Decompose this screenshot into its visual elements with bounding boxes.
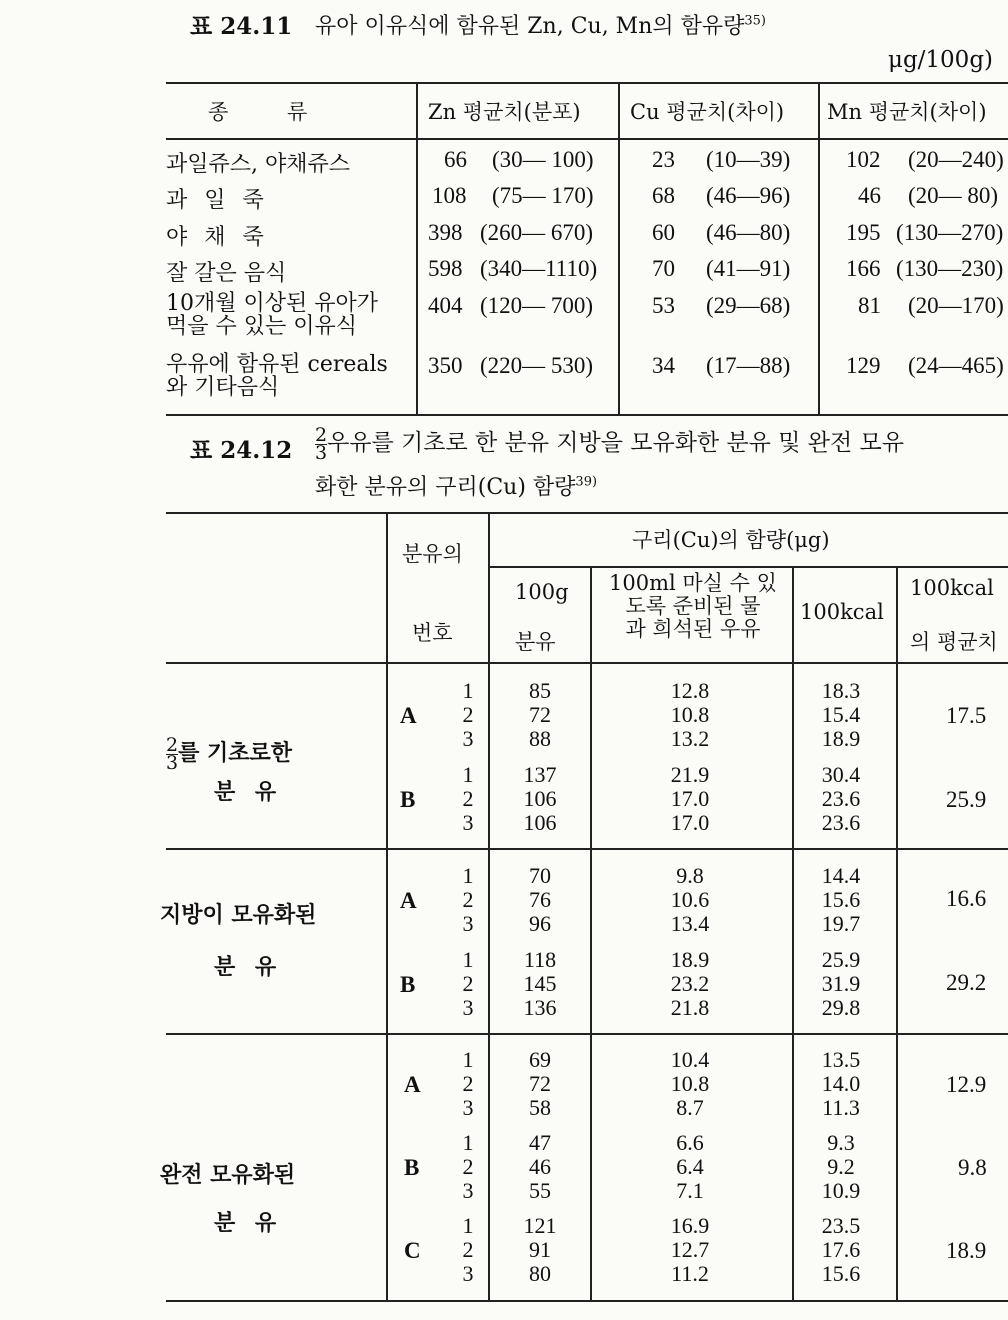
section-label-fat-humanized: 지방이 모유화된: [160, 902, 317, 928]
table2-group-rule: [488, 566, 1008, 568]
table1-mn-mean: 166: [846, 256, 881, 281]
cu-per-100g: 47 46 55: [529, 1130, 551, 1203]
section-label-text: 를 기초로한: [178, 740, 293, 766]
formula-letter: A: [400, 703, 417, 728]
cu-per-100kcal: 9.3 9.2 10.9: [821, 1130, 861, 1203]
formula-letter: A: [404, 1072, 421, 1097]
table1-mn-range: (24—465): [908, 353, 1004, 378]
cu-per-100ml: 6.6 6.4 7.1: [676, 1130, 704, 1203]
table1-header-rule: [166, 138, 1008, 140]
table1-food-name-line2: 와 기타음식: [166, 375, 280, 400]
table1-mn-range: (130—230): [896, 256, 1004, 281]
table2-header-per-100kcal: 100kcal: [800, 600, 884, 624]
cu-per-100g: 121 91 80: [523, 1213, 557, 1286]
table1-header-mn: Mn 평균치(차이): [827, 100, 987, 124]
table1-zn-mean: 404: [428, 293, 463, 318]
table1-cu-mean: 70: [652, 256, 675, 281]
table2-caption-ref: 39): [575, 474, 598, 490]
table2-header-avg-100kcal: 100kcal: [910, 576, 994, 600]
cu-per-100kcal: 13.5 14.0 11.3: [821, 1047, 861, 1120]
table1-cu-range: (46—96): [706, 183, 791, 208]
table1-zn-range: (220— 530): [480, 353, 594, 378]
table1-cu-range: (10—39): [706, 147, 791, 172]
formula-index: 1 2 3: [462, 947, 474, 1020]
table1-unit: μg/100g): [888, 47, 994, 73]
formula-index: 1 2 3: [462, 1047, 474, 1120]
formula-index: 1 2 3: [462, 1130, 474, 1203]
table1-food-name-line1: 우유에 함유된 cereals: [166, 352, 388, 377]
cu-per-100ml: 16.9 12.7 11.2: [670, 1213, 710, 1286]
table1-header-cu: Cu 평균치(차이): [630, 100, 785, 124]
table1-zn-range: (30— 100): [492, 147, 594, 172]
table2-header-per-100ml: 100ml 마실 수 있 도록 준비된 물 과 희석된 우유: [609, 571, 777, 641]
table2-section-rule: [166, 1033, 1008, 1035]
cu-per-100kcal: 30.4 23.6 23.6: [821, 762, 861, 835]
table1-top-rule: [166, 82, 1008, 84]
table1-mn-mean: 195: [846, 220, 881, 245]
table1-zn-mean: 398: [428, 220, 463, 245]
table2-col-divider: [590, 566, 592, 1300]
table2-caption-number: 표 24.12: [190, 437, 293, 464]
table1-cu-mean: 34: [652, 353, 675, 378]
table2-header-formula-no: 분유의: [402, 542, 463, 566]
table2-header-per-100g-2: 분유: [515, 630, 556, 654]
table1-mn-mean: 81: [858, 293, 881, 318]
table1-mn-range: (20—240): [908, 147, 1004, 172]
table1-mn-mean: 46: [858, 183, 881, 208]
table1-zn-range: (260— 670): [480, 220, 594, 245]
table1-cu-range: (46—80): [706, 220, 791, 245]
table1-mn-mean: 129: [846, 353, 881, 378]
formula-letter: B: [404, 1155, 420, 1180]
table2-col-divider: [386, 514, 388, 1300]
table2-col-divider: [792, 566, 794, 1300]
cu-per-100kcal: 14.4 15.6 19.7: [821, 863, 861, 936]
table1-col-divider: [618, 84, 620, 414]
table2-caption-line2: [315, 470, 597, 501]
formula-letter: B: [400, 787, 416, 812]
cu-per-100g: 70 76 96: [529, 863, 551, 936]
section-label-fully-humanized: 완전 모유화된: [160, 1162, 296, 1188]
cu-avg-100kcal: 12.9: [946, 1072, 987, 1097]
table1-food-name: 야 채 죽: [166, 225, 264, 250]
section-label-two-thirds: [166, 733, 293, 774]
table1-bottom-rule: [166, 414, 1008, 416]
table1-cu-mean: 68: [652, 183, 675, 208]
table1-food-name: [166, 353, 388, 399]
table1-mn-range: (130—270): [896, 220, 1004, 245]
formula-index: 1 2 3: [462, 1213, 474, 1286]
label-fraction: $\frac{2}{3}$: [166, 733, 179, 774]
table1-food-name: 잘 갈은 음식: [166, 261, 287, 286]
table1-food-name: 과 일 죽: [166, 188, 264, 213]
table1-food-name-line1: 10개월 이상된 유아가: [166, 291, 378, 316]
cu-per-100ml: 9.8 10.6 13.4: [670, 863, 710, 936]
cu-avg-100kcal: 9.8: [958, 1155, 987, 1180]
table2-header-avg-100kcal-2: 의 평균치: [910, 630, 998, 654]
cu-per-100ml: 21.9 17.0 17.0: [670, 762, 710, 835]
table1-zn-range: (120— 700): [480, 293, 594, 318]
table2-header-cu-content: 구리(Cu)의 함량(μg): [632, 528, 830, 552]
table1-food-name: 과일쥬스, 야채쥬스: [166, 152, 351, 177]
cu-avg-100kcal: 18.9: [946, 1238, 987, 1263]
table1-caption-title: 유아 이유식에 함유된 Zn, Cu, Mn의 함유량: [315, 14, 745, 39]
table1-food-name: [166, 292, 378, 338]
table1-zn-range: (75— 170): [492, 183, 594, 208]
table1-mn-mean: 102: [846, 147, 881, 172]
table1-cu-range: (17—88): [706, 353, 791, 378]
table2-header-formula-no-2: 번호: [412, 621, 453, 645]
cu-avg-100kcal: 29.2: [946, 970, 987, 995]
table2-top-rule: [166, 512, 1008, 514]
table1-mn-range: (20— 80): [908, 183, 999, 208]
table1-cu-range: (29—68): [706, 293, 791, 318]
table2-bottom-rule: [166, 1300, 1008, 1302]
formula-letter: A: [400, 888, 417, 913]
table2-section-rule: [166, 848, 1008, 850]
formula-letter: B: [400, 972, 416, 997]
table2-caption-line1: [315, 424, 904, 462]
table1-cu-mean: 23: [652, 147, 675, 172]
table1-caption-ref: 35): [744, 13, 766, 29]
cu-per-100kcal: 18.3 15.4 18.9: [821, 678, 861, 751]
cu-per-100ml: 12.8 10.8 13.2: [670, 678, 710, 751]
cu-per-100kcal: 25.9 31.9 29.8: [821, 947, 861, 1020]
cu-per-100g: 118 145 136: [523, 947, 557, 1020]
table2-col-divider: [896, 566, 898, 1300]
cu-per-100ml: 18.9 23.2 21.8: [670, 947, 710, 1020]
table2-col-divider: [488, 514, 490, 1300]
table1-header-type: 종 류: [208, 100, 308, 124]
table1-cu-mean: 60: [652, 220, 675, 245]
cu-per-100kcal: 23.5 17.6 15.6: [821, 1213, 861, 1286]
cu-per-100g: 137 106 106: [523, 762, 557, 835]
table1-zn-mean: 598: [428, 256, 463, 281]
table1-col-divider: [416, 84, 418, 414]
table2-header-rule: [166, 662, 1008, 664]
table1-header-zn: Zn 평균치(분포): [428, 100, 581, 124]
cu-per-100g: 85 72 88: [529, 678, 551, 751]
section-label-line2: 분 유: [214, 779, 277, 805]
table1-cu-range: (41—91): [706, 256, 791, 281]
table1-caption-number: 표 24.11: [190, 13, 293, 40]
table1-col-divider: [818, 84, 820, 414]
table1-zn-range: (340—1110): [480, 256, 598, 281]
formula-index: 1 2 3: [462, 863, 474, 936]
table1-mn-range: (20—170): [908, 293, 1004, 318]
formula-letter: C: [404, 1238, 421, 1263]
table1-zn-mean: 350: [428, 353, 463, 378]
formula-index: 1 2 3: [462, 762, 474, 835]
table1-zn-mean: 108: [432, 183, 467, 208]
section-label-line2: 분 유: [214, 1210, 277, 1236]
table2-caption-text1: 우유를 기초로 한 분유 지방을 모유화한 분유 및 완전 모유: [327, 430, 904, 456]
cu-avg-100kcal: 17.5: [946, 703, 987, 728]
section-label-line2: 분 유: [214, 954, 277, 980]
formula-index: 1 2 3: [462, 678, 474, 751]
table2-caption-text2: 화한 분유의 구리(Cu) 함량: [315, 475, 576, 500]
cu-avg-100kcal: 25.9: [946, 787, 987, 812]
table2-header-per-100g: 100g: [515, 580, 569, 604]
table1-zn-mean: 66: [444, 147, 467, 172]
cu-per-100g: 69 72 58: [529, 1047, 551, 1120]
cu-per-100ml: 10.4 10.8 8.7: [670, 1047, 710, 1120]
table1-food-name-line2: 먹을 수 있는 이유식: [166, 314, 357, 339]
table1-caption-text: [315, 9, 766, 40]
caption-fraction: $\frac{2}{3}$: [315, 423, 328, 464]
table1-cu-mean: 53: [652, 293, 675, 318]
cu-avg-100kcal: 16.6: [946, 886, 987, 911]
